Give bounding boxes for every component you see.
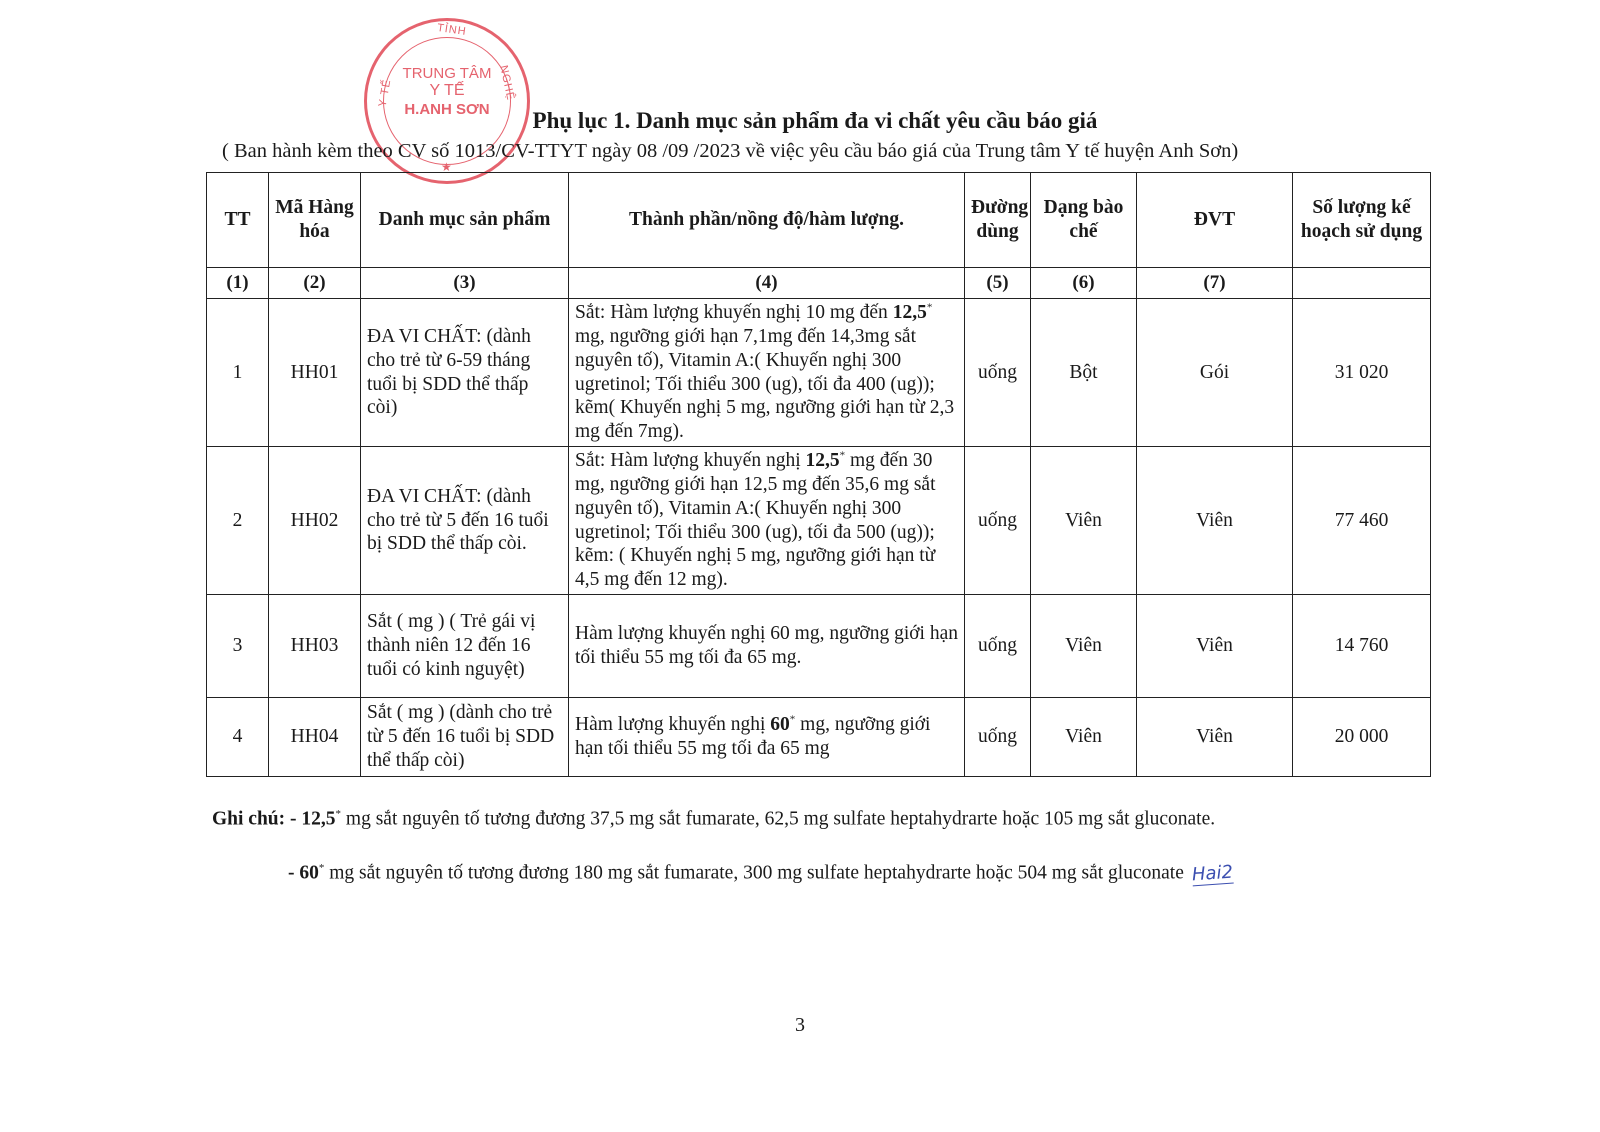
note-1-prefix: : - (278, 808, 302, 830)
handwritten-signature: Hai2 (1191, 861, 1234, 885)
note-2 (288, 862, 1233, 885)
composition-text-a: Sắt: Hàm lượng khuyến nghị (575, 450, 806, 472)
col-number-2: (2) (269, 268, 361, 299)
row-tt: 4 (207, 698, 269, 777)
col-number-4: (4) (569, 268, 965, 299)
asterisk: * (926, 301, 933, 314)
row-code: HH04 (269, 698, 361, 777)
composition-text-a: Sắt: Hàm lượng khuyến nghị 10 mg đến (575, 302, 888, 324)
table-row (207, 698, 1431, 777)
note-2-text: mg sắt nguyên tố tương đương 180 mg sắt fumarate, 300 mg sulfate heptahydrarte hoặc 504 mg sắt gluconate (324, 862, 1184, 884)
row-route: uống (965, 595, 1031, 698)
row-unit: Viên (1137, 595, 1293, 698)
header-code: Mã Hàng hóa (269, 173, 361, 268)
composition-bold-value: 60 (770, 714, 790, 736)
seal-ring-left: Y TẾ (376, 78, 394, 108)
document-subtitle: ( Ban hành kèm theo CV số 1013/CV-TTYT ngày 08 /09 /2023 về việc yêu cầu báo giá của Trung tâm Y tế huyện Anh Sơn) (222, 140, 1239, 162)
composition-text-b: mg đến 30 mg, ngưỡng giới hạn 12,5 mg đến 35,6 mg sắt nguyên tố), Vitamin A:( Khuyến nghị 300 ugretinol; Tối thiểu 300 (ug), tối đa 500 (ug)); kẽm: ( Khuyến nghị 5 mg, ngưỡng giới hạn từ 4,5 mg đến 12 mg). (575, 450, 936, 591)
row-quantity: 77 460 (1293, 447, 1431, 595)
composition-bold-value: 12,5 (805, 450, 840, 472)
row-unit: Viên (1137, 447, 1293, 595)
row-tt: 3 (207, 595, 269, 698)
row-unit: Gói (1137, 299, 1293, 447)
note-2-prefix: - (288, 862, 300, 884)
asterisk: * (839, 449, 846, 462)
header-tt: TT (207, 173, 269, 268)
seal-ring-top: TỈNH (436, 21, 468, 39)
row-product: ĐA VI CHẤT: (dành cho trẻ từ 6-59 tháng tuổi bị SDD thể thấp còi) (361, 299, 569, 447)
row-route: uống (965, 698, 1031, 777)
seal-line-1: TRUNG TÂM (402, 65, 492, 82)
row-composition (569, 447, 965, 595)
row-composition (569, 299, 965, 447)
seal-star-icon: ★ (441, 160, 452, 174)
composition-text-b: mg, ngưỡng giới hạn 7,1mg đến 14,3mg sắt nguyên tố), Vitamin A:( Khuyến nghị 300 ugretinol; Tối thiểu 300 (ug), tối đa 400 (ug)); kẽm( Khuyến nghị 5 mg, ngưỡng giới hạn từ 2,3 mg đến 7mg). (575, 325, 955, 443)
page-number: 3 (795, 1014, 805, 1036)
row-product: Sắt ( mg ) (dành cho trẻ từ 5 đến 16 tuổi bị SDD thể thấp còi) (361, 698, 569, 777)
row-tt: 1 (207, 299, 269, 447)
row-unit: Viên (1137, 698, 1293, 777)
header-product: Danh mục sản phẩm (361, 173, 569, 268)
row-code: HH02 (269, 447, 361, 595)
row-composition (569, 595, 965, 698)
notes-label: Ghi chú (212, 808, 279, 830)
row-product: Sắt ( mg ) ( Trẻ gái vị thành niên 12 đến 16 tuổi có kinh nguyệt) (361, 595, 569, 698)
row-form: Bột (1031, 299, 1137, 447)
note-1 (212, 808, 1215, 831)
row-form: Viên (1031, 595, 1137, 698)
row-quantity: 14 760 (1293, 595, 1431, 698)
row-product: ĐA VI CHẤT: (dành cho trẻ từ 5 đến 16 tuổi bị SDD thể thấp còi. (361, 447, 569, 595)
header-form: Dạng bào chế (1031, 173, 1137, 268)
row-code: HH03 (269, 595, 361, 698)
row-tt: 2 (207, 447, 269, 595)
row-route: uống (965, 447, 1031, 595)
col-number-3: (3) (361, 268, 569, 299)
document-title: Phụ lục 1. Danh mục sản phẩm đa vi chất yêu cầu báo giá (532, 108, 1098, 133)
note-1-bold: 12,5 (301, 808, 336, 830)
row-route: uống (965, 299, 1031, 447)
table-row (207, 595, 1431, 698)
note-2-bold: 60 (299, 862, 319, 884)
note-1-text: mg sắt nguyên tố tương đương 37,5 mg sắt fumarate, 62,5 mg sulfate heptahydrarte hoặc 105 mg sắt gluconate. (341, 808, 1216, 830)
row-quantity: 20 000 (1293, 698, 1431, 777)
col-number-5: (5) (965, 268, 1031, 299)
row-composition (569, 698, 965, 777)
col-number-8 (1293, 268, 1431, 299)
table-row (207, 447, 1431, 595)
table-header-row (207, 173, 1431, 268)
column-number-row (207, 268, 1431, 299)
col-number-7: (7) (1137, 268, 1293, 299)
col-number-6: (6) (1031, 268, 1137, 299)
header-unit: ĐVT (1137, 173, 1293, 268)
header-route: Đường dùng (965, 173, 1031, 268)
asterisk: * (335, 808, 342, 820)
col-number-1: (1) (207, 268, 269, 299)
row-quantity: 31 020 (1293, 299, 1431, 447)
product-table (206, 172, 1431, 777)
seal-line-2: Y TẾ (429, 82, 465, 100)
row-form: Viên (1031, 698, 1137, 777)
composition-text-a: Hàm lượng khuyến nghị (575, 714, 771, 736)
composition-bold-value: 12,5 (892, 302, 927, 324)
asterisk: * (789, 713, 796, 726)
seal-ring-right: NGHỆ (497, 64, 517, 102)
seal-line-3: H.ANH SƠN (404, 100, 490, 118)
header-composition: Thành phần/nồng độ/hàm lượng. (569, 173, 965, 268)
asterisk: * (318, 862, 325, 874)
table-row (207, 299, 1431, 447)
row-form: Viên (1031, 447, 1137, 595)
composition-text-b: mg, ngưỡng giới hạn tối thiểu 55 mg tối đa 65 mg (575, 714, 931, 759)
row-code: HH01 (269, 299, 361, 447)
composition-text-a: Hàm lượng khuyến nghị 60 mg, ngưỡng giới hạn tối thiểu 55 mg tối đa 65 mg. (575, 623, 959, 668)
header-quantity: Số lượng kế hoạch sử dụng (1293, 173, 1431, 268)
